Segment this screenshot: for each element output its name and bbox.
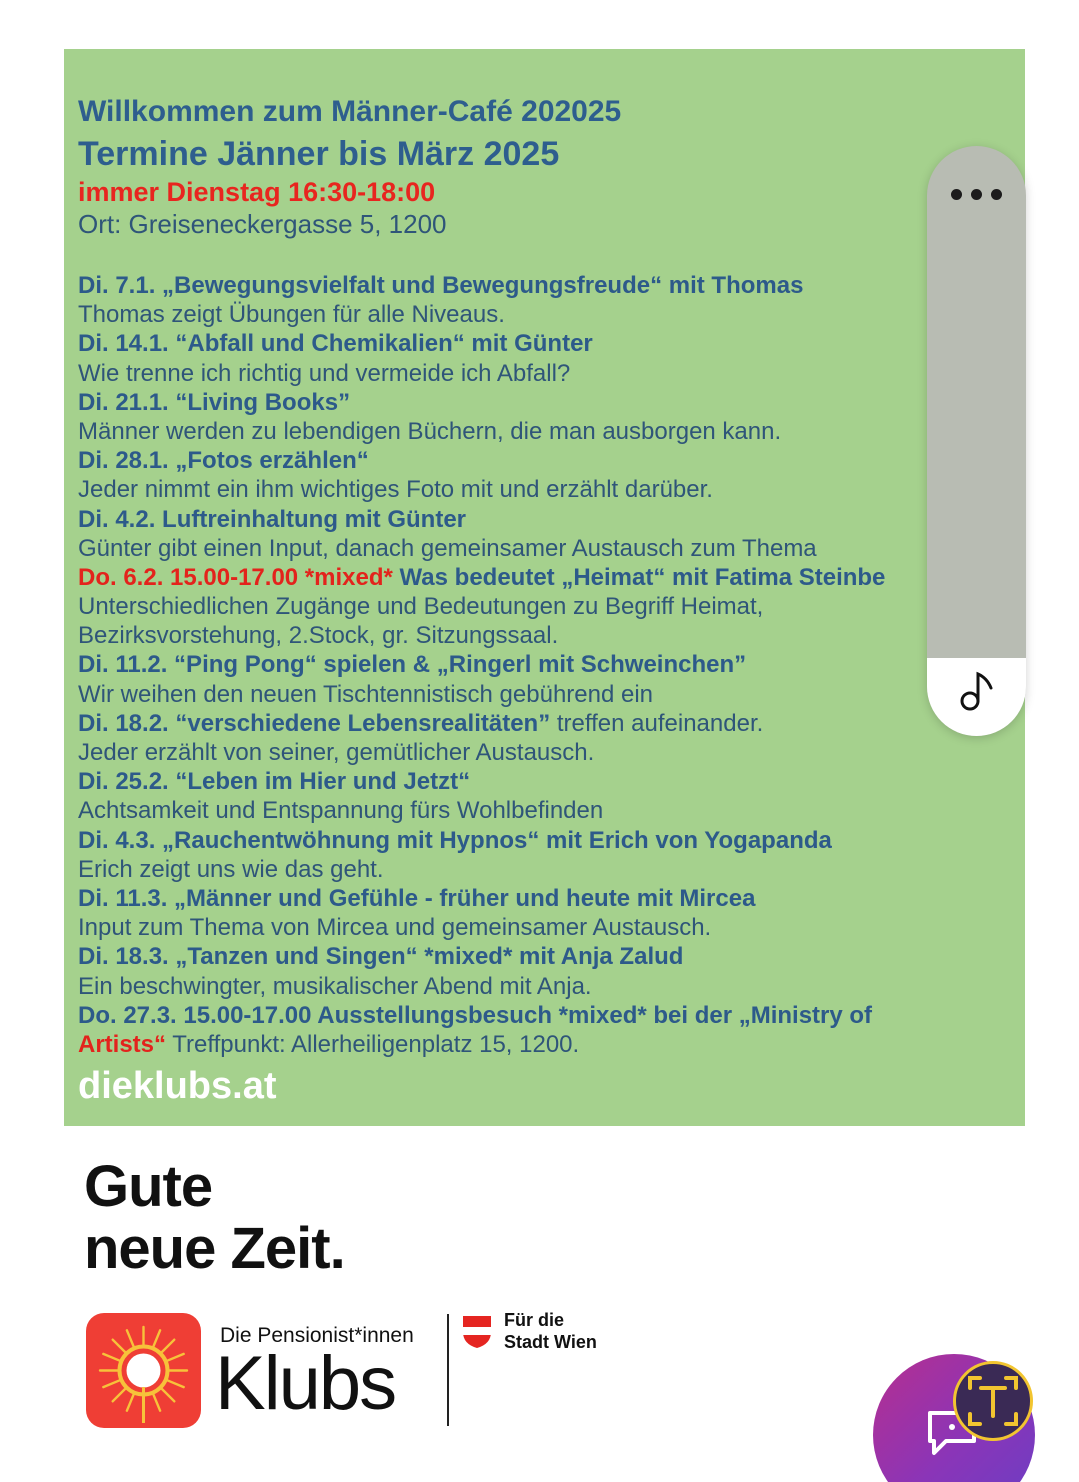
event-title-mixed: Di. 18.3. „Tanzen und Singen“ *mixed* mit Anja Zalud <box>78 943 684 971</box>
event-description: Achtsamkeit und Entspannung fürs Wohlbefinden <box>78 797 604 825</box>
event-title <box>78 709 1025 738</box>
wien-label-line: Für die <box>504 1310 565 1330</box>
event-topic: Di. 18.2. “verschiedene Lebensrealitäten” <box>78 709 551 737</box>
event-description: Wir weihen den neuen Tischtennistisch gebührend ein <box>78 680 654 708</box>
event-description: Ein beschwingter, musikalischer Abend mit Anja. <box>78 972 592 1000</box>
event-description: Wie trenne ich richtig und vermeide ich Abfall? <box>78 359 571 387</box>
event-description: Input zum Thema von Mircea und gemeinsamer Austausch. <box>78 914 712 942</box>
logo-wordmark: Klubs <box>215 1341 396 1426</box>
flyer-title: Willkommen zum Männer-Café 202025 <box>78 95 622 128</box>
event-description: Jeder erzählt von seiner, gemütlicher Austausch. <box>78 739 595 766</box>
event-topic: Was bedeutet „Heimat“ mit Fatima Steinbe <box>392 563 886 591</box>
event-meeting-point: Treffpunkt: Allerheiligenplatz 15, 1200. <box>166 1030 580 1058</box>
event-description: Günter gibt einen Input, danach gemeinsamer Austausch zum Thema <box>78 534 817 562</box>
event-title: Di. 11.3. „Männer und Gefühle - früher und heute mit Mircea <box>78 884 756 912</box>
more-dots-icon[interactable] <box>949 186 1005 202</box>
event-title: Di. 4.3. „Rauchentwöhnung mit Hypnos“ mit Erich von Yogapanda <box>78 826 832 854</box>
music-button[interactable] <box>927 658 1026 736</box>
event-title: Di. 7.1. „Bewegungsvielfalt und Bewegungsfreude“ mit Thomas <box>78 272 804 299</box>
event-description: Männer werden zu lebendigen Büchern, die man ausborgen kann. <box>78 417 782 445</box>
logo-divider <box>447 1314 449 1426</box>
event-description: Thomas zeigt Übungen für alle Niveaus. <box>78 301 505 329</box>
website-label: dieklubs.at <box>78 1065 277 1107</box>
slogan-line: neue Zeit. <box>84 1216 345 1281</box>
wien-shield-icon <box>461 1314 493 1350</box>
event-description: Jeder nimmt ein ihm wichtiges Foto mit und erzählt darüber. <box>78 476 713 504</box>
event-title: Di. 4.2. Luftreinhaltung mit Günter <box>78 505 467 533</box>
flyer-location: Ort: Greiseneckergasse 5, 1200 <box>78 209 447 239</box>
wien-label <box>504 1309 597 1353</box>
event-description: Unterschiedlichen Zugänge und Bedeutungen zu Begriff Heimat, <box>78 593 764 621</box>
logo-subtitle: Die Pensionist*innen <box>220 1324 414 1347</box>
floating-side-panel[interactable] <box>927 146 1026 736</box>
event-title-mixed <box>78 563 1025 592</box>
event-title: Di. 14.1. “Abfall und Chemikalien“ mit Günter <box>78 330 593 358</box>
event-topic: Artists“ <box>78 1030 167 1058</box>
event-title: Di. 11.2. “Ping Pong“ spielen & „Ringerl mit Schweinchen” <box>78 651 747 679</box>
event-title: Di. 28.1. „Fotos erzählen“ <box>78 447 369 475</box>
flyer-subtitle: Termine Jänner bis März 2025 <box>78 135 560 173</box>
flyer-image <box>64 49 1025 1126</box>
event-topic-rest: treffen aufeinander. <box>550 709 764 737</box>
text-scan-glyph-icon <box>956 1364 1030 1438</box>
klubs-logo-icon <box>86 1313 201 1428</box>
event-title-mixed: Do. 27.3. 15.00-17.00 Ausstellungsbesuch *mixed* bei der „Ministry of <box>78 1001 873 1029</box>
slogan <box>84 1156 345 1280</box>
event-title-mixed <box>78 1030 1025 1059</box>
text-scan-icon[interactable] <box>953 1361 1033 1441</box>
event-date-mixed: Do. 6.2. 15.00-17.00 *mixed* <box>78 563 393 591</box>
event-title: Di. 25.2. “Leben im Hier und Jetzt“ <box>78 768 471 796</box>
sun-ring-icon <box>86 1313 201 1428</box>
flyer-schedule: immer Dienstag 16:30-18:00 <box>78 177 436 207</box>
event-list <box>78 271 1025 1059</box>
music-note-icon <box>957 668 997 714</box>
event-description: Bezirksvorstehung, 2.Stock, gr. Sitzungssaal. <box>78 622 559 650</box>
slogan-line: Gute <box>84 1154 213 1219</box>
wien-label-line: Stadt Wien <box>504 1332 597 1352</box>
event-title: Di. 21.1. “Living Books” <box>78 388 351 416</box>
event-description: Erich zeigt uns wie das geht. <box>78 855 384 883</box>
